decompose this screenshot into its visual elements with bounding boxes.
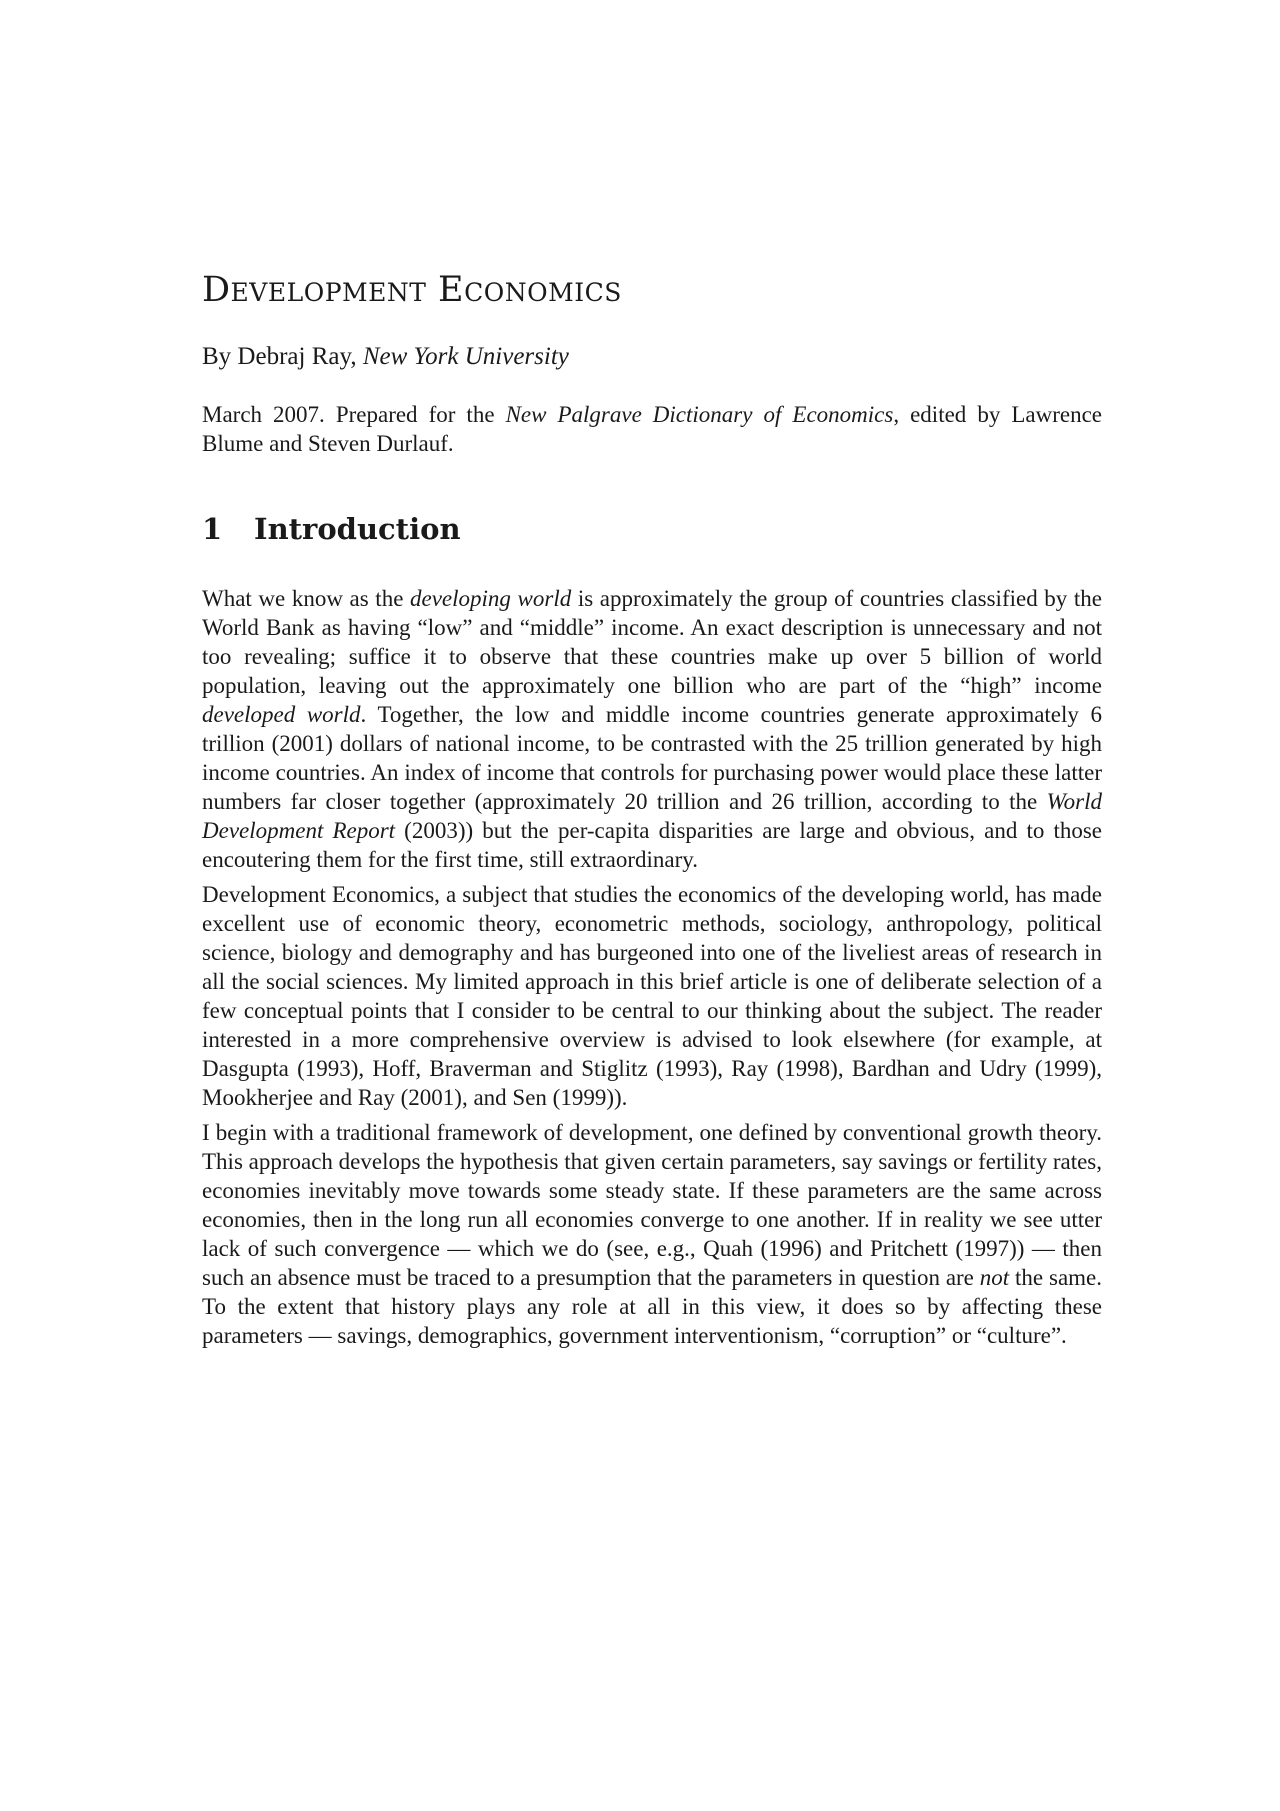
p1-text-c: . Together, the low and middle income countries generate approximately 6 trillion (2001) dollars of national income, to be contrasted with the 25 trillion generated by high income countries. An index of income that controls for purchasing power would place these latter numbers far closer together (approximately 20 trillion and 26 trillion, according to the [202,702,1103,814]
author: By Debraj Ray, [202,343,363,370]
article-page [202,268,1102,1356]
section-body [202,584,1102,1350]
p1-emphasis-wdr: World Development Report [202,789,1102,843]
section-heading [202,512,1102,546]
affiliation: New York University [362,343,569,370]
section-number: 1 [202,512,223,546]
p3-emphasis-not: not [979,1265,1010,1290]
p1-emphasis-developing-world: developing world [410,586,572,611]
byline [202,342,1102,372]
p3-text-a: I begin with a traditional framework of development, one defined by conventional growth theory. This approach develops the hypothesis that given certain parameters, say savings or fertility rates, economies inevitably move towards some steady state. If these parameters are the same across economies, then in the long run all economies converge to one another. If in reality we see utter lack of such convergence — which we do (see, e.g., Quah (1996) and Pritchett (1997)) — then such an absence must be traced to a presumption that the parameters in question are [202,1120,1102,1290]
article-title: Development Economics [202,270,622,310]
paragraph-1 [202,584,1102,874]
paragraph-3 [202,1118,1102,1350]
p1-text-d: (2003)) but the per-capita disparities are large and obvious, and to those encoutering them for the first time, still extraordinary. [202,818,1102,872]
p3-text-b: the same. To the extent that history plays any role at all in this view, it does so by affecting these parameters — savings, demographics, government interventionism, “corruption” or “culture”. [202,1265,1102,1348]
publication-name: New Palgrave Dictionary of Economics [505,402,894,427]
section-title: Introduction [254,512,461,546]
p1-text-a: What we know as the [202,586,411,611]
paragraph-2: Development Economics, a subject that studies the economics of the developing world, has made excellent use of economic theory, econometric methods, sociology, anthropology, political science, biology and demography and has burgeoned into one of the liveliest areas of research in all the social sciences. My limited approach in this brief article is one of deliberate selection of a few conceptual points that I consider to be central to our thinking about the subject. The reader interested in a more comprehensive overview is advised to look elsewhere (for example, at Dasgupta (1993), Hoff, Braverman and Stiglitz (1993), Ray (1998), Bardhan and Udry (1999), Mookherjee and Ray (2001), and Sen (1999)). [202,882,1102,1110]
dateline [202,400,1102,458]
p1-emphasis-developed-world: developed world [202,702,361,727]
dateline-suffix: , edited by Lawrence Blume and Steven Durlauf. [202,402,1103,456]
p1-text-b: is approximately the group of countries classified by the World Bank as having “low” and “middle” income. An exact description is unnecessary and not too revealing; suffice it to observe that these countries make up over 5 billion of world population, leaving out the approximately one billion who are part of the “high” income [202,586,1103,698]
dateline-prefix: March 2007. Prepared for the [202,402,506,427]
